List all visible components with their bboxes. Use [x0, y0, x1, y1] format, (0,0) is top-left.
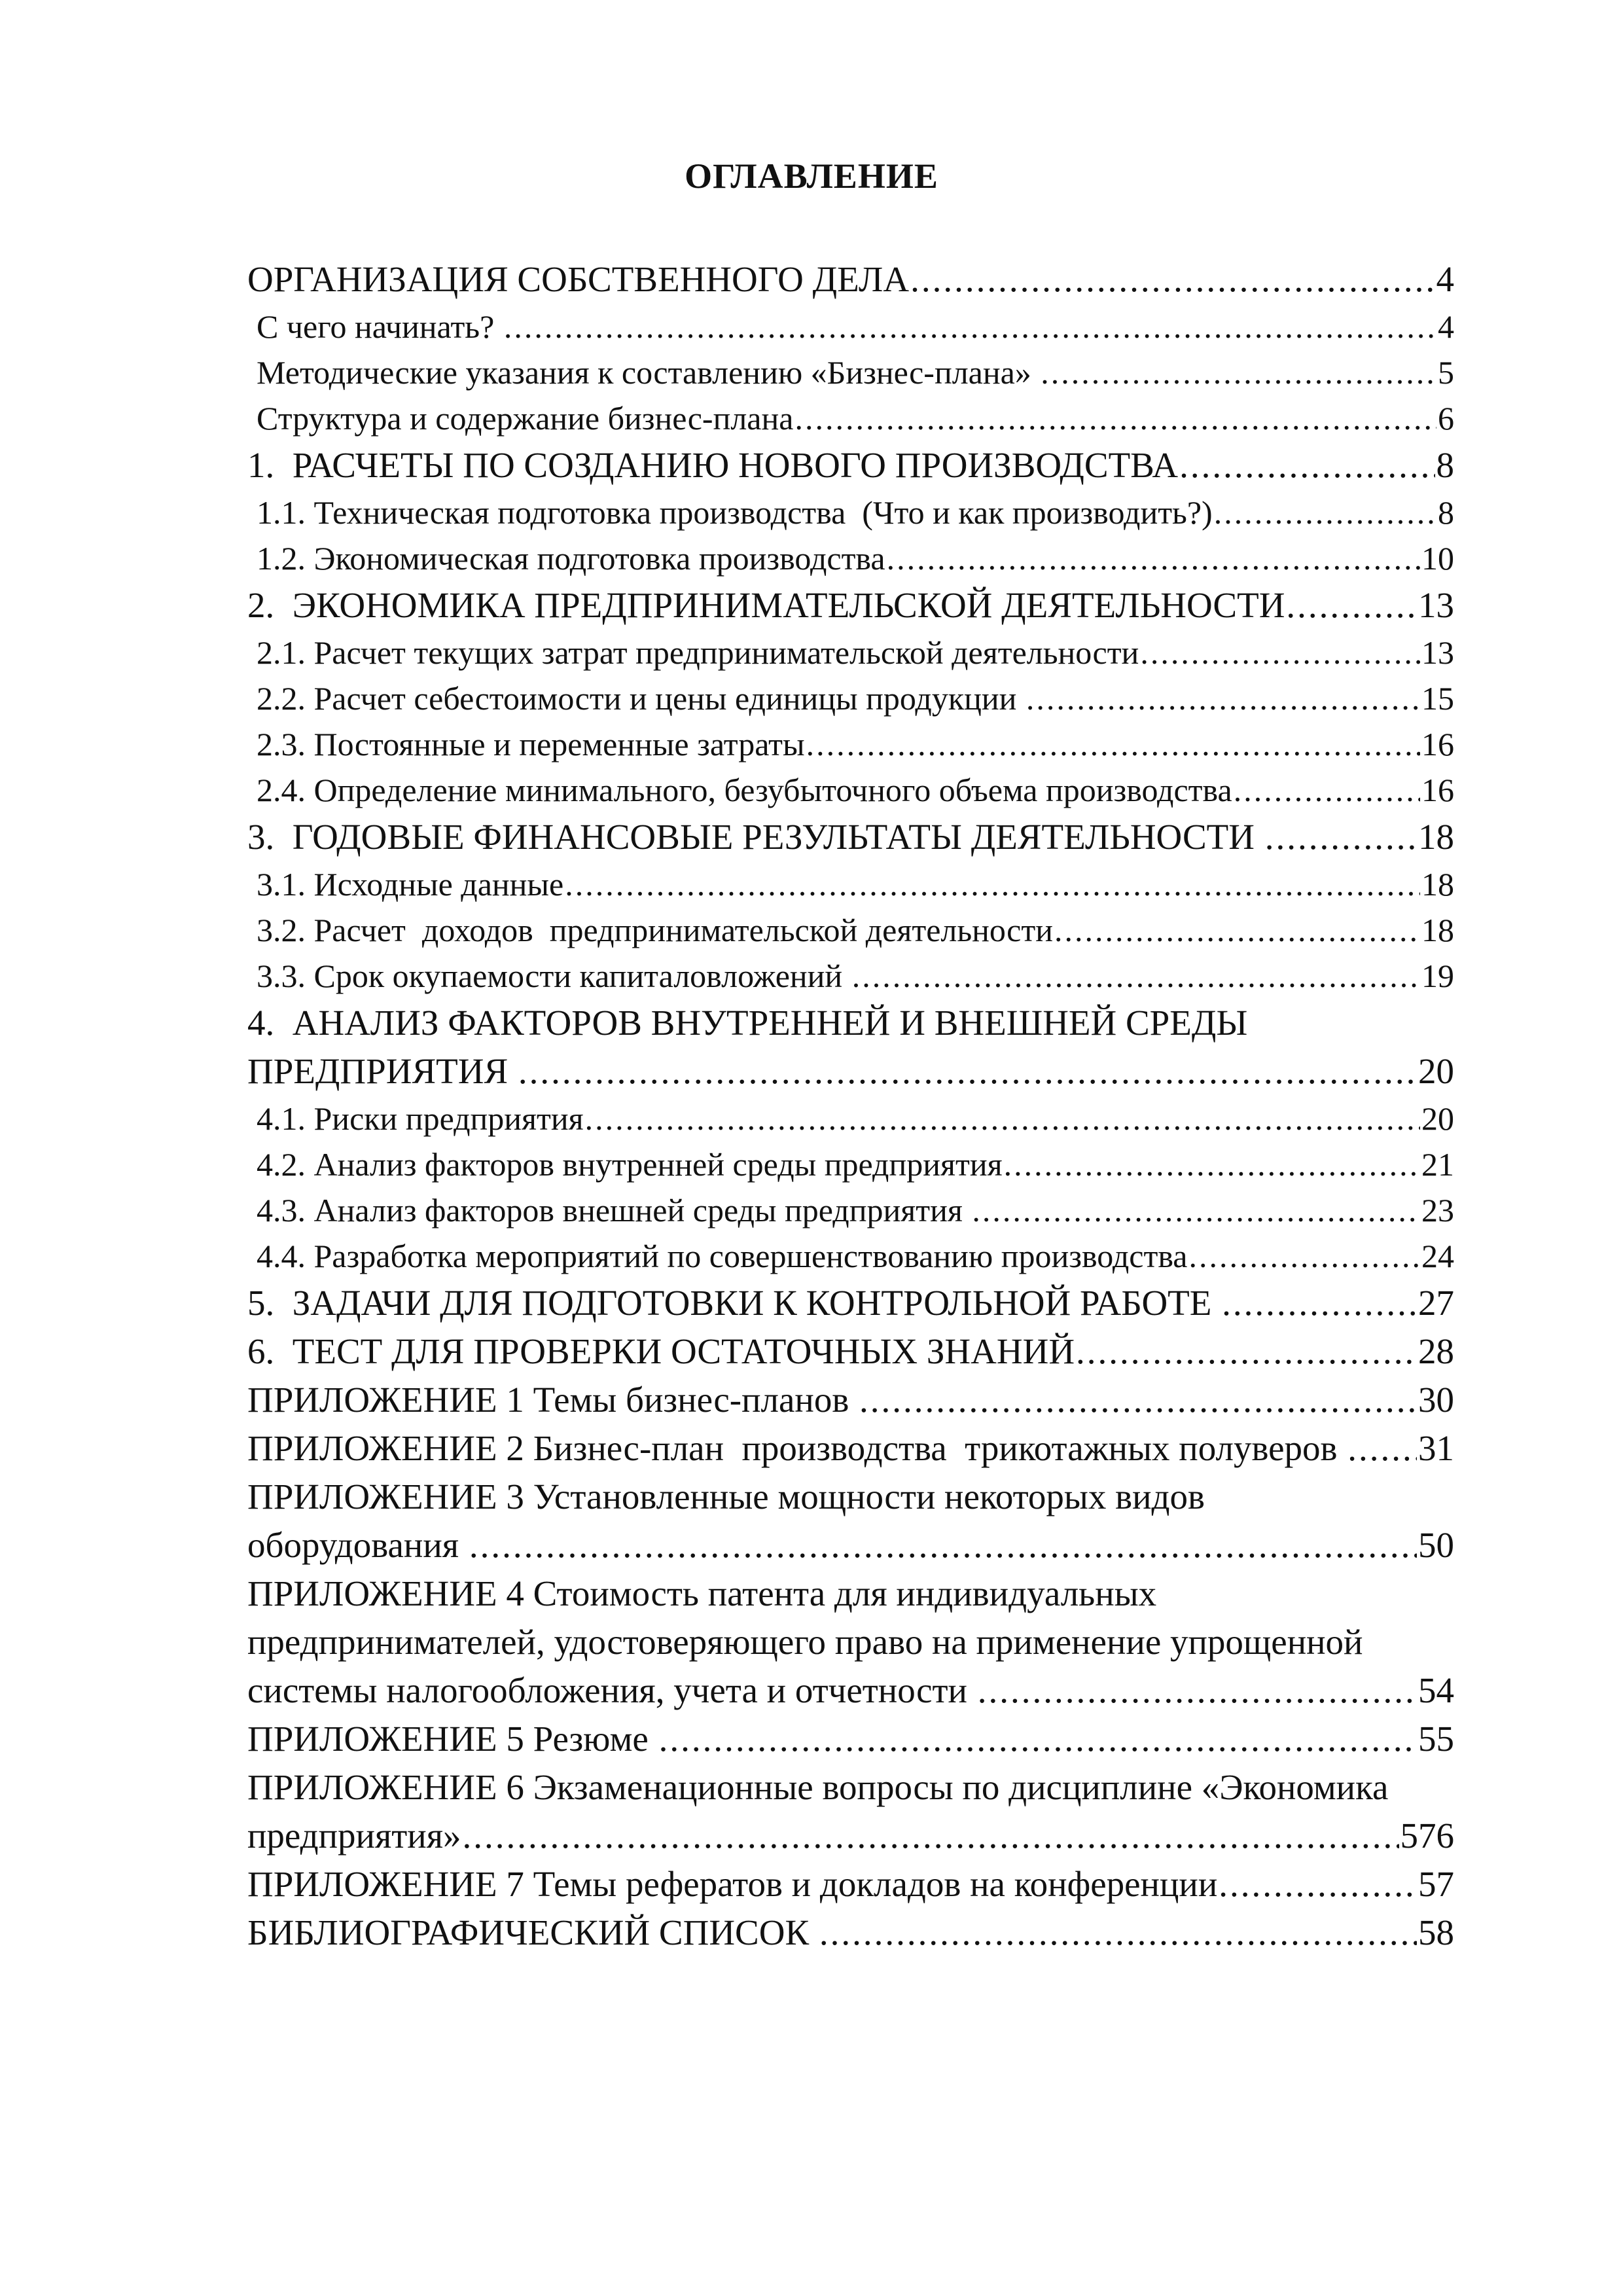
toc-entry-label: ПРИЛОЖЕНИЕ 5 Резюме — [247, 1719, 658, 1759]
dot-leader — [887, 535, 1420, 581]
toc-entry-label: 3.3. Срок окупаемости капиталовложений — [257, 958, 851, 994]
toc-entry[interactable] — [247, 1860, 1454, 1909]
toc-entry[interactable] — [247, 441, 1454, 490]
dot-leader — [852, 953, 1420, 999]
toc-entry-label: 2.4. Определение минимального, безубыточного объема производства — [257, 772, 1232, 808]
toc-page-number: 23 — [1421, 1192, 1454, 1229]
toc-entry-label: ПРИЛОЖЕНИЕ 1 Темы бизнес-планов — [247, 1380, 859, 1420]
dot-leader — [1041, 350, 1436, 395]
toc-page-number: 576 — [1400, 1816, 1454, 1856]
toc-entry[interactable] — [257, 395, 1454, 441]
toc-entry[interactable] — [257, 675, 1454, 721]
toc-page-number: 10 — [1421, 540, 1454, 577]
toc-page-number: 4 — [1436, 259, 1454, 299]
toc-entry-label: ПРИЛОЖЕНИЕ 2 Бизнес-план производства трикотажных полуверов — [247, 1428, 1347, 1468]
dot-leader — [1347, 1424, 1417, 1473]
dot-leader — [469, 1521, 1417, 1570]
toc-entry[interactable] — [257, 861, 1454, 907]
toc-page-number: 31 — [1418, 1428, 1454, 1468]
toc-entry-label: 3. ГОДОВЫЕ ФИНАНСОВЫЕ РЕЗУЛЬТАТЫ ДЕЯТЕЛЬНОСТИ — [247, 817, 1264, 857]
toc-entry-label: С чего начинать? — [257, 308, 503, 345]
page-title: ОГЛАВЛЕНИЕ — [685, 156, 938, 196]
dot-leader — [1219, 1860, 1417, 1909]
dot-leader — [565, 861, 1420, 907]
toc-entry-label: 5. ЗАДАЧИ ДЛЯ ПОДГОТОВКИ К КОНТРОЛЬНОЙ РАБОТЕ — [247, 1283, 1221, 1323]
toc-entry[interactable] — [247, 581, 1454, 630]
toc-page-number: 54 — [1418, 1670, 1454, 1710]
dot-leader — [1140, 630, 1420, 675]
toc-entry[interactable] — [257, 630, 1454, 675]
dot-leader — [1222, 1279, 1417, 1327]
dot-leader — [1265, 813, 1417, 861]
toc-entry-label: ОРГАНИЗАЦИЯ СОБСТВЕННОГО ДЕЛА — [247, 259, 910, 299]
toc-entry[interactable] — [257, 907, 1454, 953]
toc-entry-label: ПРИЛОЖЕНИЕ 7 Темы рефератов и докладов на конференции — [247, 1864, 1218, 1904]
toc-entry[interactable] — [257, 767, 1454, 813]
toc-entry[interactable] — [247, 1763, 1454, 1860]
toc-entry-label: 1.1. Техническая подготовка производства (Что и как производить?) — [257, 494, 1213, 531]
dot-leader — [1179, 441, 1435, 490]
toc-entry[interactable] — [247, 1473, 1454, 1570]
dot-leader — [806, 721, 1420, 767]
toc-page-number: 6 — [1438, 400, 1454, 437]
toc-page-number: 50 — [1418, 1525, 1454, 1565]
toc-entry[interactable] — [247, 1376, 1454, 1424]
dot-leader — [794, 395, 1436, 441]
dot-leader — [1004, 1141, 1420, 1187]
toc-entry-label: 4.4. Разработка мероприятий по совершенствованию производства — [257, 1238, 1188, 1274]
toc-entry[interactable] — [257, 1096, 1454, 1141]
dot-leader — [1054, 907, 1420, 953]
dot-leader — [504, 304, 1436, 350]
toc-entry[interactable] — [247, 1715, 1454, 1763]
toc-entry-label: 1.2. Экономическая подготовка производства — [257, 540, 885, 577]
toc-entry[interactable] — [257, 1233, 1454, 1279]
toc-entry-label-line: 4. АНАЛИЗ ФАКТОРОВ ВНУТРЕННЕЙ И ВНЕШНЕЙ СРЕДЫ — [247, 1003, 1248, 1043]
toc-entry[interactable] — [257, 721, 1454, 767]
dot-leader — [463, 1812, 1399, 1860]
toc-entry-label: 2. ЭКОНОМИКА ПРЕДПРИНИМАТЕЛЬСКОЙ ДЕЯТЕЛЬНОСТИ — [247, 585, 1285, 625]
toc-page-number: 5 — [1438, 354, 1454, 391]
toc-entry-label: 1. РАСЧЕТЫ ПО СОЗДАНИЮ НОВОГО ПРОИЗВОДСТВА — [247, 445, 1179, 485]
toc-page-number: 27 — [1418, 1283, 1454, 1323]
toc-page-number: 16 — [1421, 726, 1454, 762]
toc-entry[interactable] — [247, 1909, 1454, 1957]
toc-page-number: 24 — [1421, 1238, 1454, 1274]
toc-entry-label: 3.2. Расчет доходов предпринимательской деятельности — [257, 912, 1053, 948]
toc-entry[interactable] — [257, 490, 1454, 535]
toc-page-number: 15 — [1421, 680, 1454, 717]
toc-page-number: 19 — [1421, 958, 1454, 994]
toc-page-number: 8 — [1436, 445, 1454, 485]
dot-leader — [659, 1715, 1417, 1763]
toc-entry-label-line: ПРИЛОЖЕНИЕ 3 Установленные мощности некоторых видов — [247, 1477, 1205, 1516]
toc-entry-label: 2.3. Постоянные и переменные затраты — [257, 726, 805, 762]
dot-leader — [1214, 490, 1436, 535]
toc-entry[interactable] — [257, 304, 1454, 350]
toc-page-number: 28 — [1418, 1331, 1454, 1371]
toc-entry[interactable] — [247, 999, 1454, 1096]
toc-entry[interactable] — [257, 953, 1454, 999]
toc-entry[interactable] — [247, 1570, 1454, 1715]
toc-page-number: 18 — [1421, 866, 1454, 903]
toc-page-number: 16 — [1421, 772, 1454, 808]
dot-leader — [978, 1666, 1417, 1715]
dot-leader — [1234, 767, 1420, 813]
dot-leader — [1076, 1327, 1417, 1376]
toc-page-number: 4 — [1438, 308, 1454, 345]
toc-page-number: 13 — [1418, 585, 1454, 625]
toc-entry-label-line: ПРИЛОЖЕНИЕ 6 Экзаменационные вопросы по дисциплине «Экономика — [247, 1767, 1389, 1807]
toc-entry-label: 3.1. Исходные данные — [257, 866, 564, 903]
toc-entry-label: 6. ТЕСТ ДЛЯ ПРОВЕРКИ ОСТАТОЧНЫХ ЗНАНИЙ — [247, 1331, 1075, 1371]
toc-page-number: 30 — [1418, 1380, 1454, 1420]
toc-entry-label: 2.2. Расчет себестоимости и цены единицы продукции — [257, 680, 1025, 717]
toc-entry-label-line: ПРИЛОЖЕНИЕ 4 Стоимость патента для индивидуальных — [247, 1573, 1157, 1613]
toc-entry[interactable] — [257, 350, 1454, 395]
toc-entry-label: оборудования — [247, 1525, 468, 1565]
dot-leader — [1188, 1233, 1420, 1279]
toc-page-number: 18 — [1421, 912, 1454, 948]
toc-page-number: 21 — [1421, 1146, 1454, 1183]
toc-page-number: 58 — [1418, 1912, 1454, 1952]
toc-entry-label: Методические указания к составлению «Бизнес-плана» — [257, 354, 1040, 391]
toc-entry[interactable] — [247, 255, 1454, 304]
dot-leader — [910, 255, 1435, 304]
toc-entry-label: 2.1. Расчет текущих затрат предпринимательской деятельности — [257, 634, 1139, 671]
dot-leader — [1286, 581, 1417, 630]
toc-page-number: 13 — [1421, 634, 1454, 671]
toc-page-number: 20 — [1421, 1100, 1454, 1137]
toc-entry-label: ПРЕДПРИЯТИЯ — [247, 1051, 517, 1091]
dot-leader — [819, 1909, 1417, 1957]
dot-leader — [972, 1187, 1420, 1233]
toc-entry[interactable] — [247, 1279, 1454, 1327]
toc-entry-label-line: предпринимателей, удостоверяющего право на применение упрощенной — [247, 1622, 1363, 1662]
toc-page-number: 55 — [1418, 1719, 1454, 1759]
toc-entry-label: 4.2. Анализ факторов внутренней среды предприятия — [257, 1146, 1003, 1183]
dot-leader — [859, 1376, 1417, 1424]
toc-entry-label: Структура и содержание бизнес-плана — [257, 400, 794, 437]
toc-entry-label: 4.3. Анализ факторов внешней среды предприятия — [257, 1192, 971, 1229]
toc-entry[interactable] — [247, 1424, 1454, 1473]
toc-entry[interactable] — [257, 535, 1454, 581]
dot-leader — [585, 1096, 1420, 1141]
toc-entry[interactable] — [257, 1141, 1454, 1187]
toc-entry-label: БИБЛИОГРАФИЧЕСКИЙ СПИСОК — [247, 1912, 818, 1952]
toc-entry[interactable] — [257, 1187, 1454, 1233]
toc-page-number: 18 — [1418, 817, 1454, 857]
toc-entry-label: 4.1. Риски предприятия — [257, 1100, 584, 1137]
toc-entry-label: системы налогообложения, учета и отчетности — [247, 1670, 976, 1710]
toc-entry[interactable] — [247, 813, 1454, 861]
dot-leader — [1026, 675, 1420, 721]
dot-leader — [518, 1047, 1417, 1096]
toc-page-number: 57 — [1418, 1864, 1454, 1904]
toc-entry-label: предприятия» — [247, 1816, 461, 1856]
toc-page-number: 20 — [1418, 1051, 1454, 1091]
toc-page-number: 8 — [1438, 494, 1454, 531]
toc-entry[interactable] — [247, 1327, 1454, 1376]
